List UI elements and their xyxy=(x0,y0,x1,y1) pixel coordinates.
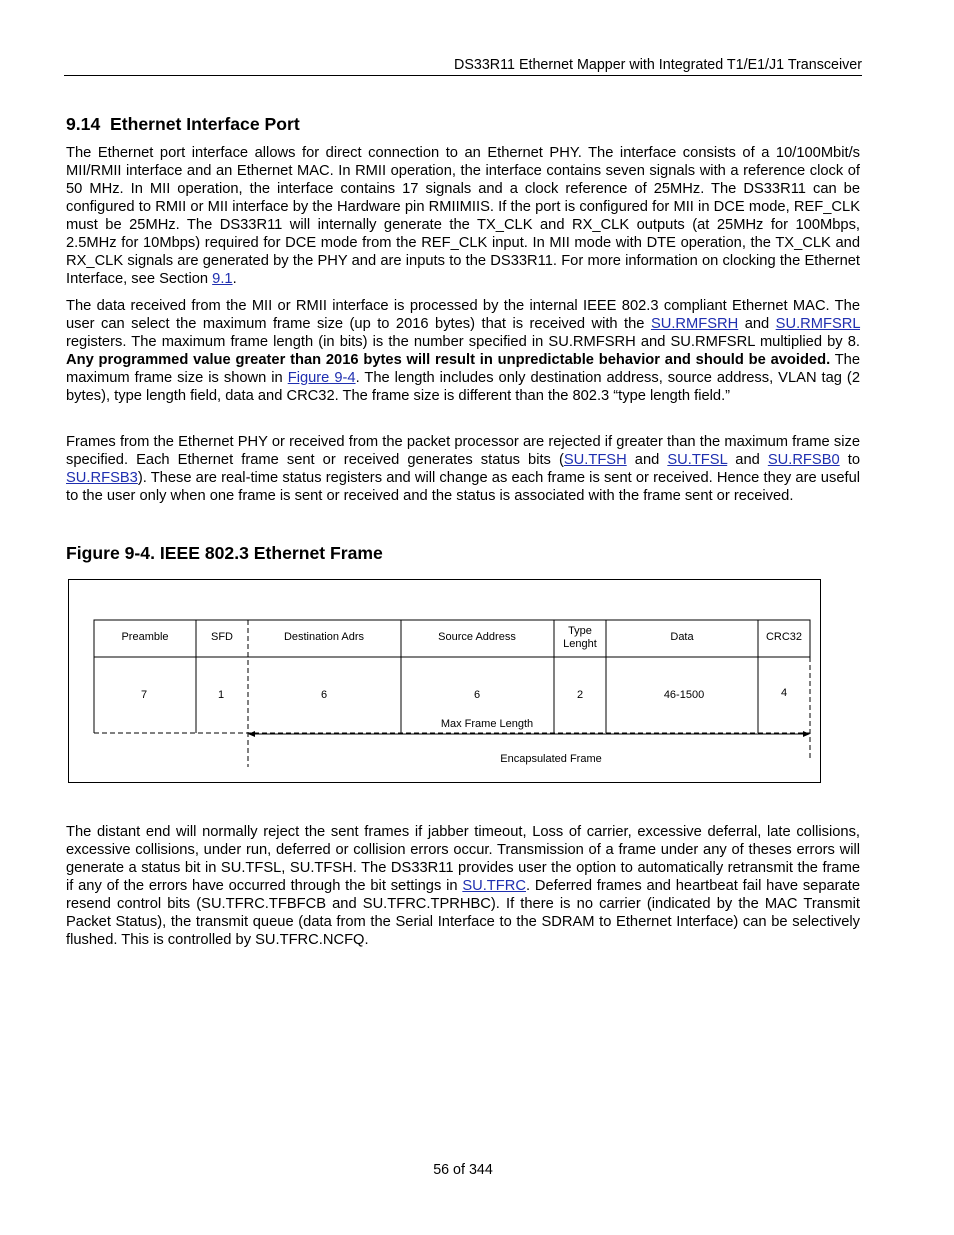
paragraph-text: registers. The maximum frame length (in bits) is the number specified in SU.RMFSRH and SU.RMFSRL multiplied by 8. xyxy=(66,334,860,350)
section-number: 9.14 xyxy=(66,114,101,134)
paragraph-interface-overview xyxy=(66,144,860,288)
paragraph-text: and xyxy=(626,452,668,468)
field-size-destination: 6 xyxy=(320,689,328,701)
section-title: Ethernet Interface Port xyxy=(110,114,300,134)
encapsulated-frame-label: Encapsulated Frame xyxy=(500,753,602,765)
field-name-data: Data xyxy=(670,631,694,643)
field-size-data: 46-1500 xyxy=(663,689,705,701)
page-number: 56 of 344 xyxy=(433,1162,493,1178)
paragraph-text: The distant end will normally reject the sent frames if jabber timeout, Loss of carrier, excessive deferral, late collisions, excessive collisions, under run, deferred or collision errors occur. Transmission of a frame under any of theses errors will generate a status bit in SU.TFSL, SU.TFSH. The DS33R11 provides user the option to automatically retransmit the frame if any of the errors have occurred through the bit settings in xyxy=(66,824,860,894)
figure-caption: Figure 9-4. IEEE 802.3 Ethernet Frame xyxy=(66,543,383,563)
paragraph-text: . xyxy=(232,271,237,287)
field-size-preamble: 7 xyxy=(140,689,148,701)
paragraph-text: . Deferred frames and heartbeat fail have separate resend control bits (SU.TFRC.TFBFCB and SU.TFRC.TPRHBC). If there is no carrier (indicated by the MAC Transmit Packet Status), the transmit queue (data from the Serial Interface to the SDRAM to Ethernet Interface) can be selectively flushed. This is controlled by SU.TFRC.NCFQ. xyxy=(66,878,860,948)
link-su-tfrc[interactable]: SU.TFRC xyxy=(462,878,526,894)
field-size-crc32: 4 xyxy=(780,687,788,699)
paragraph-text: and xyxy=(738,316,776,332)
header-rule xyxy=(64,75,862,76)
paragraph-text: Frames from the Ethernet PHY or received from the packet processor are rejected if greater than the maximum frame size specified. Each Ethernet frame sent or received generates status bits ( xyxy=(66,434,860,468)
link-su-tfsh[interactable]: SU.TFSH xyxy=(563,452,627,468)
running-header: DS33R11 Ethernet Mapper with Integrated T1/E1/J1 Transceiver xyxy=(454,57,862,73)
paragraph-text: . The length includes only destination address, source address, VLAN tag (2 bytes), type length field, data and CRC32. The frame size is different than the 802.3 “type length field.” xyxy=(66,370,860,404)
field-name-source: Source Address xyxy=(438,631,516,643)
field-size-sfd: 1 xyxy=(217,689,225,701)
link-su-rmfsrh[interactable]: SU.RMFSRH xyxy=(650,316,739,332)
field-name-sfd: SFD xyxy=(211,631,233,643)
warning-text: Any programmed value greater than 2016 bytes will result in unpredictable behavior and should be avoided. xyxy=(66,352,831,368)
section-heading xyxy=(66,113,300,135)
encapsulated-frame-arrow xyxy=(248,731,810,737)
field-name-preamble: Preamble xyxy=(121,631,169,643)
field-name-crc32: CRC32 xyxy=(765,631,803,643)
paragraph-text: The data received from the MII or RMII interface is processed by the internal IEEE 802.3 compliant Ethernet MAC. The user can select the maximum frame size (up to 2016 bytes) that is received with the xyxy=(66,298,860,332)
max-frame-length-label: Max Frame Length xyxy=(440,718,534,730)
paragraph-frame-rejection xyxy=(66,433,860,505)
link-su-rfsb0[interactable]: SU.RFSB0 xyxy=(767,452,840,468)
paragraph-text: and xyxy=(727,452,768,468)
ethernet-frame-diagram xyxy=(69,580,822,784)
field-size-source: 6 xyxy=(473,689,481,701)
field-name-destination: Destination Adrs xyxy=(283,631,365,643)
link-su-tfsl[interactable]: SU.TFSL xyxy=(667,452,728,468)
paragraph-text: The maximum frame size is shown in xyxy=(66,352,861,386)
link-su-rfsb3[interactable]: SU.RFSB3 xyxy=(66,470,138,486)
paragraph-max-frame-size xyxy=(66,297,860,405)
paragraph-text: The Ethernet port interface allows for direct connection to an Ethernet PHY. The interface consists of a 10/100Mbit/s MII/RMII interface and an Ethernet MAC. In RMII operation, the interface contains seven signals with a reference clock of 50 MHz. In MII operation, the interface contains 17 signals and a clock reference of 25MHz. The DS33R11 can be configured to RMII or MII interface by the Hardware pin RMIIMIIS. If the port is configured for MII in DCE mode, REF_CLK must be 25MHz. The DS33R11 will internally generate the TX_CLK and RX_CLK outputs (at 25MHz for 100Mbps, 2.5MHz for 10Mbps) required for DCE mode from the REF_CLK input. In MII mode with DTE operation, the TX_CLK and RX_CLK signals are generated by the PHY and are inputs to the DS33R11. For more information on clocking the Ethernet Interface, see Section xyxy=(66,145,860,287)
paragraph-text: to xyxy=(839,452,860,468)
paragraph-text: ). These are real-time status registers and will change as each frame is sent or received. Hence they are useful to the user only when one frame is sent or received and the status is associated with the frame sent or received. xyxy=(66,470,860,504)
ethernet-frame-figure xyxy=(68,579,821,783)
link-figure-9-4[interactable]: Figure 9-4 xyxy=(287,370,356,386)
paragraph-retransmission xyxy=(66,823,860,949)
link-su-rmfsrl[interactable]: SU.RMFSRL xyxy=(775,316,860,332)
field-name-length: Lenght xyxy=(563,638,597,650)
field-name-type: Type xyxy=(568,625,592,637)
link-section-9-1[interactable]: 9.1 xyxy=(212,271,233,287)
field-size-type-length: 2 xyxy=(576,689,584,701)
